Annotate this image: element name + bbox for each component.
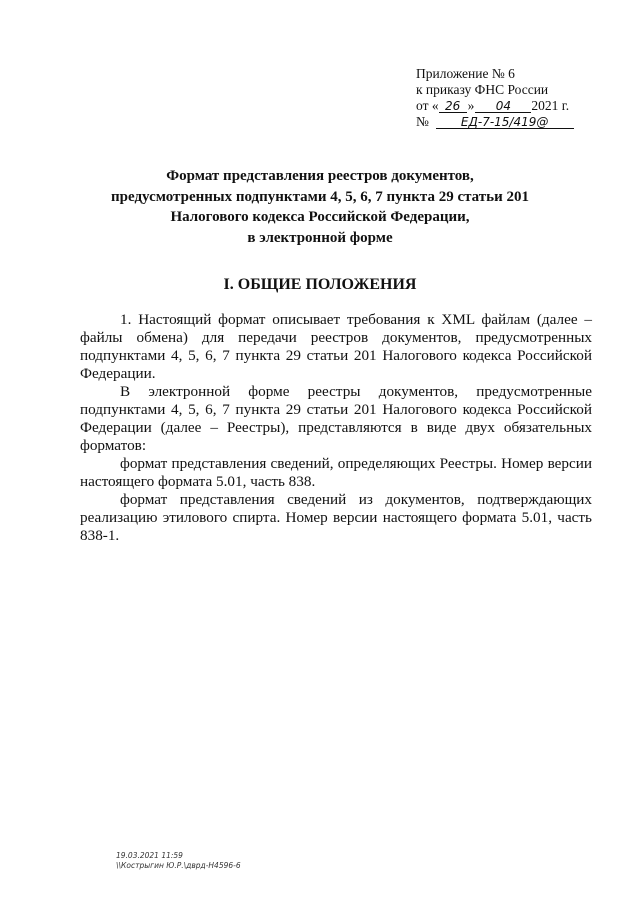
- date-prefix: от «: [416, 98, 439, 113]
- paragraph: формат представления сведений, определяющих Реестры. Номер версии настоящего формата 5.01, часть 838.: [80, 455, 592, 490]
- date-day-handwritten: 26: [439, 100, 467, 113]
- title-line: Формат представления реестров документов,: [166, 168, 474, 184]
- section-body: [80, 311, 592, 545]
- appendix-label: Приложение № 6: [416, 66, 515, 81]
- paragraph: формат представления сведений из документов, подтверждающих реализацию этилового спирта. Номер версии настоящего формата 5.01, часть 838-1.: [80, 491, 592, 544]
- title-line: в электронной форме: [247, 229, 393, 246]
- title-line: Налогового кодекса Российской Федерации,: [170, 209, 470, 225]
- print-timestamp: 19.03.2021 11:59: [116, 851, 183, 860]
- order-reference: к приказу ФНС России: [416, 82, 549, 97]
- print-footer: [116, 851, 241, 871]
- order-number-handwritten: ЕД-7-15/419@: [436, 116, 574, 129]
- appendix-header: [416, 66, 616, 130]
- file-reference: \\Кострыгин Ю.Р.\дврд-Н4596-6: [116, 861, 241, 870]
- paragraph: В электронной форме реестры документов, предусмотренные подпунктами 4, 5, 6, 7 пункта 29 статьи 201 Налогового кодекса Российской Федерации (далее – Реестры), представляются в виде двух обязательных форматов:: [80, 383, 592, 454]
- section-heading: I. ОБЩИЕ ПОЛОЖЕНИЯ: [223, 276, 417, 293]
- order-number: [416, 114, 616, 130]
- title-line: предусмотренных подпунктами 4, 5, 6, 7 пункта 29 статьи 201: [111, 188, 529, 205]
- date-year: 2021 г.: [531, 98, 570, 113]
- date-month-handwritten: 04: [475, 100, 531, 113]
- number-prefix: №: [416, 114, 429, 129]
- order-date: [416, 98, 616, 114]
- date-mid: »: [467, 98, 475, 113]
- paragraph: 1. Настоящий формат описывает требования к XML файлам (далее – файлы обмена) для передачи реестров документов, предусмотренных подпунктами 4, 5, 6, 7 пункта 29 статьи 201 Налогового кодекса Российской Федерации.: [80, 311, 592, 382]
- document-title: [40, 166, 600, 248]
